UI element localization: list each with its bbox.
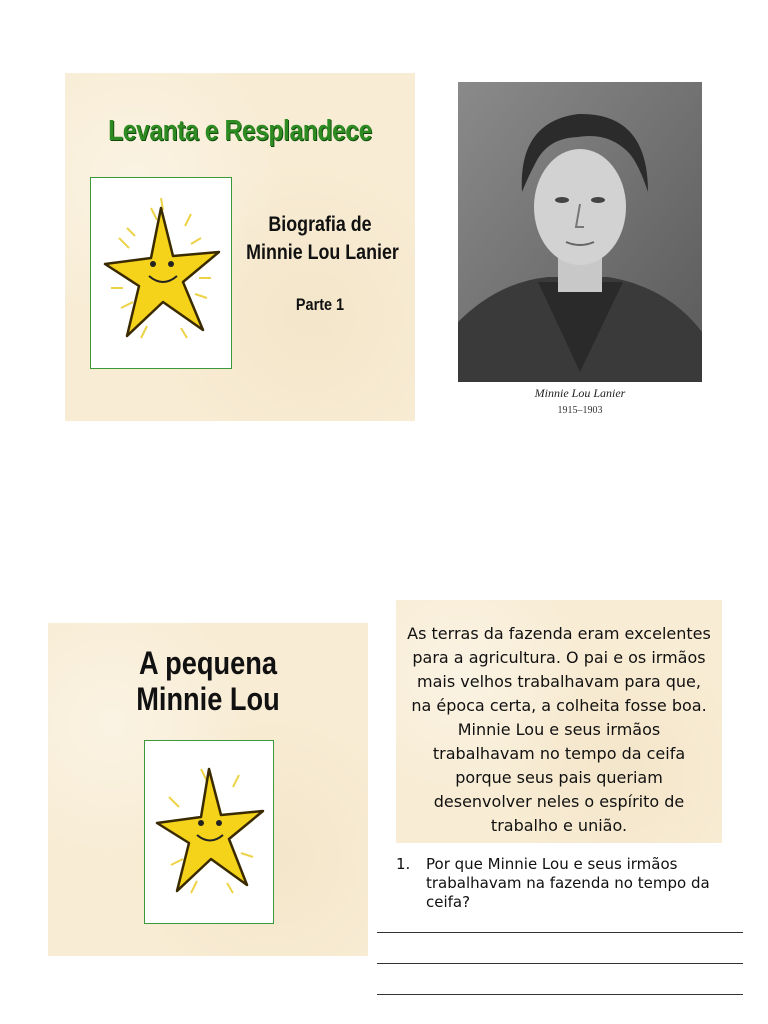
answer-line[interactable] [377, 963, 743, 964]
star-image-frame [90, 177, 232, 369]
portrait-photo [458, 82, 702, 382]
chapter-title-line2: Minnie Lou [136, 681, 280, 717]
biography-name: Minnie Lou Lanier [246, 241, 399, 264]
story-text: As terras da fazenda eram excelentes para a agricultura. O pai e os irmãos mais velhos trabalhavam para que, na época certa, a colheita fosse boa. Minnie Lou e seus irmãos trabalhavam no tempo da ceifa porque seus pais queriam desenvolver neles o espírito de trabalho e união. [407, 624, 711, 835]
chapter-title [72, 645, 344, 717]
answer-line[interactable] [377, 932, 743, 933]
photo-caption: Minnie Lou Lanier [534, 386, 626, 400]
question-number: 1. [396, 855, 411, 873]
smiling-star-icon [91, 178, 231, 368]
chapter-title-line1: A pequena [138, 645, 278, 681]
presentation-title: Levanta e Resplandece [108, 115, 372, 147]
chapter-slide [48, 623, 368, 956]
portrait-image [458, 82, 702, 382]
photo-years: 1915–1903 [557, 405, 603, 416]
part-label: Parte 1 [295, 295, 345, 314]
question-text: Por que Minnie Lou e seus irmãos trabalhavam na fazenda no tempo da ceifa? [426, 855, 710, 911]
biography-label: Biografia de [268, 213, 372, 236]
title-slide [65, 73, 415, 421]
answer-line[interactable] [377, 994, 743, 995]
story-slide [396, 600, 722, 843]
smiling-star-icon [145, 741, 273, 923]
star-image-frame [144, 740, 274, 924]
